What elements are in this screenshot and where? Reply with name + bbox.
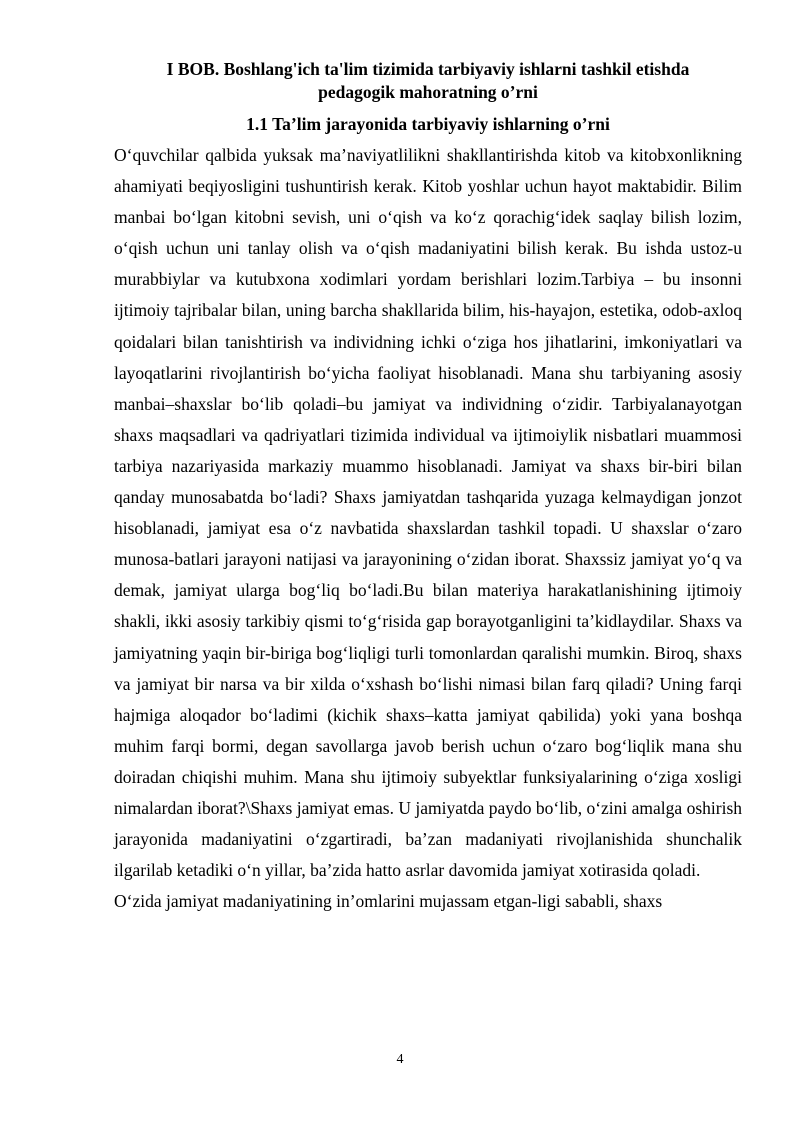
- body-paragraph: O‘zida jamiyat madaniyatining in’omlarini mujassam etgan-ligi sababli, shaxs: [114, 891, 663, 912]
- section-title: 1.1 Ta’lim jarayonida tarbiyaviy ishlarning o’rni: [246, 114, 610, 134]
- page-number: 4: [396, 1052, 404, 1067]
- chapter-title: I BOB. Boshlang'ich ta'lim tizimida tarbiyaviy ishlarni tashkil etishda pedagogik mahoratning o’rni: [166, 59, 690, 102]
- body-paragraph: O‘quvchilar qalbida yuksak ma’naviyatlilikni shakllantirishda kitob va kitobxonlikning ahamiyati beqiyosligini tushuntirish kerak. Kitob yoshlar uchun hayot maktabidir. Bilim manbai bo‘lgan kitobni sevish, uni o‘qish va ko‘z qorachig‘idek saqlay bilish lozim, o‘qish uchun uni tanlay olish va o‘qish madaniyatini bilish kerak. Bu ishda ustoz-u murabbiylar va kutubxona xodimlari yordam berishlari lozim.Tarbiya – bu insonni ijtimoiy tajribalar bilan, uning barcha shakllarida bilim, his-hayajon, estetika, odob-axloq qoidalari bilan tanishtirish va individning ichki o‘ziga hos jihatlarini, imkoniyatlari va layoqatlarini rivojlantirish bo‘yicha faoliyat hisoblanadi. Mana shu tarbiyaning asosiy manbai–shaxslar bo‘lib qoladi–bu jamiyat va individning o‘zidir. Tarbiyalanayotgan shaxs maqsadlari va qadriyatlari tizimida individual va ijtimoiylik nisbatlari muammosi tarbiya nazariyasida markaziy muammo hisoblanadi. Jamiyat va shaxs bir-biri bilan qanday munosabatda bo‘ladi? Shaxs jamiyatdan tashqarida yuzaga kelmaydigan jonzot hisoblanadi, jamiyat esa o‘z navbatida shaxslardan tashkil topadi. U shaxslar o‘zaro munosa-batlari jarayoni natijasi va jarayonining o‘zidan iborat. Shaxssiz jamiyat yo‘q va demak, jamiyat ularga bog‘liq bo‘ladi.Bu bilan materiya harakatlanishining ijtimoiy shakli, ikki asosiy tarkibiy qismi to‘g‘risida gap borayotganligini ta’kidlaydilar. Shaxs va jamiyatning yaqin bir-biriga bog‘liqligi turli tomonlardan qaralishi mumkin. Biroq, shaxs va jamiyat bir narsa va bir xilda o‘xshash bo‘lishi nimasi bilan farq qiladi? Uning farqi hajmiga aloqador bo‘ladimi (kichik shaxs–katta jamiyat qabilida) yoki yana boshqa muhim farqi bormi, degan savollarga javob berish uchun o‘zaro bog‘liqlik mana shu doiradan chiqishi muhim. Mana shu ijtimoiy subyektlar funksiyalarining o‘ziga xosligi nimalardan iborat?\Shaxs jamiyat emas. U jamiyatda paydo bo‘lib, o‘zini amalga oshirish jarayonida madaniyatini o‘zgartiradi, ba’zan madaniyati rivojlanishida shunchalik ilgarilab ketadiki o‘n yillar, ba’zida hatto asrlar davomida jamiyat xotirasida qoladi.: [114, 145, 742, 881]
- document-page: [114, 58, 742, 917]
